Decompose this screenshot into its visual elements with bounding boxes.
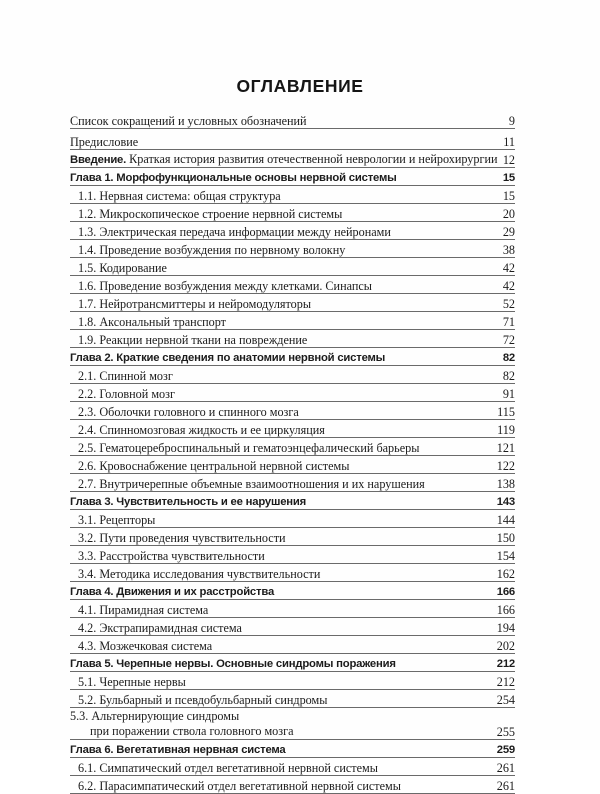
- toc-page-number: 144: [496, 513, 515, 527]
- toc-entry: [70, 510, 515, 528]
- toc-page-number: 150: [496, 531, 515, 545]
- toc-entry: [70, 129, 515, 150]
- toc-entry: [70, 618, 515, 636]
- toc-entry: [70, 150, 515, 168]
- toc-chapter-entry: [70, 168, 515, 186]
- toc-page-number: 11: [503, 135, 515, 149]
- toc-entry: [70, 528, 515, 546]
- toc-chapter-entry: [70, 492, 515, 510]
- toc-entry-label: 1.3. Электрическая передача информации между нейронами: [78, 225, 391, 239]
- toc-entry-label: 6.1. Симпатический отдел вегетативной нервной системы: [78, 761, 378, 775]
- toc-entry-label: [70, 709, 497, 739]
- toc-entry: [70, 240, 515, 258]
- toc-entry: [70, 420, 515, 438]
- toc-entry: [70, 312, 515, 330]
- toc-entry-label: 2.4. Спинномозговая жидкость и ее циркуляция: [78, 423, 325, 437]
- toc-entry: [70, 366, 515, 384]
- toc-entry-label: 3.3. Расстройства чувствительности: [78, 549, 265, 563]
- toc-entry-label: 3.1. Рецепторы: [78, 513, 156, 527]
- toc-entry-label: 2.1. Спинной мозг: [78, 369, 173, 383]
- toc-page-number: 202: [496, 639, 515, 653]
- toc-page-number: 122: [496, 459, 515, 473]
- toc-entry: [70, 600, 515, 618]
- toc-page-number: 212: [496, 658, 515, 670]
- toc-entry: [70, 564, 515, 582]
- toc-page-number: 119: [497, 423, 515, 437]
- toc-entry-label: 1.1. Нервная система: общая структура: [78, 189, 281, 203]
- toc-page-number: 42: [502, 261, 515, 275]
- toc-chapter-entry: [70, 582, 515, 600]
- toc-entry-label: 3.4. Методика исследования чувствительности: [78, 567, 321, 581]
- toc-entry-label: 1.2. Микроскопическое строение нервной системы: [78, 207, 343, 221]
- toc-entry-label: Глава 1. Морфофункциональные основы нервной системы: [70, 172, 397, 184]
- toc-page-number: 15: [502, 189, 515, 203]
- toc-entry: [70, 108, 515, 129]
- toc-entry-label: Глава 5. Черепные нервы. Основные синдромы поражения: [70, 658, 396, 670]
- toc-entry: [70, 204, 515, 222]
- toc-page-number: 15: [502, 172, 515, 184]
- toc-entry-label-line2: при поражении ствола головного мозга: [90, 724, 294, 738]
- toc-page-number: 166: [496, 586, 515, 598]
- toc-entry: [70, 672, 515, 690]
- toc-page-number: 261: [496, 761, 515, 775]
- toc-entry-label: [70, 152, 503, 167]
- toc-chapter-entry: [70, 348, 515, 366]
- toc-entry-label: 1.6. Проведение возбуждения между клетками. Синапсы: [78, 279, 372, 293]
- toc-page-number: 91: [502, 387, 515, 401]
- toc-entry-label: 3.2. Пути проведения чувствительности: [78, 531, 286, 545]
- toc-chapter-entry: [70, 740, 515, 758]
- toc-page-number: 194: [496, 621, 515, 635]
- toc-entry: [70, 546, 515, 564]
- toc-entry: [70, 402, 515, 420]
- toc-page-number: 121: [496, 441, 515, 455]
- toc-entry: [70, 294, 515, 312]
- toc-intro-text: Краткая история развития отечественной неврологии и нейрохирургии: [126, 152, 498, 166]
- toc-entry-label: 2.2. Головной мозг: [78, 387, 175, 401]
- toc-page-number: 115: [497, 405, 515, 419]
- toc-chapter-entry: [70, 654, 515, 672]
- toc-entry-label: 1.5. Кодирование: [78, 261, 167, 275]
- toc-entry-label: 2.3. Оболочки головного и спинного мозга: [78, 405, 299, 419]
- toc-entry-label-line1: 5.3. Альтернирующие синдромы: [70, 709, 240, 723]
- table-of-contents: [70, 108, 515, 794]
- page-title: ОГЛАВЛЕНИЕ: [236, 76, 364, 96]
- toc-entry-label: Глава 4. Движения и их расстройства: [70, 586, 275, 598]
- toc-page-number: 42: [502, 279, 515, 293]
- toc-entry: [70, 276, 515, 294]
- toc-page-number: 71: [502, 315, 515, 329]
- toc-entry-label: Предисловие: [70, 135, 139, 149]
- toc-page-number: 166: [496, 603, 515, 617]
- toc-page-number: 259: [496, 744, 515, 756]
- toc-entry: [70, 690, 515, 708]
- toc-page-number: 9: [508, 114, 515, 128]
- toc-entry: [70, 456, 515, 474]
- toc-entry-label: 4.3. Мозжечковая система: [78, 639, 213, 653]
- toc-entry-label: Список сокращений и условных обозначений: [70, 114, 307, 128]
- toc-page-number: 20: [502, 207, 515, 221]
- toc-entry-label: 1.9. Реакции нервной ткани на повреждение: [78, 333, 308, 347]
- toc-entry-label: Глава 6. Вегетативная нервная система: [70, 744, 286, 756]
- toc-entry: [70, 474, 515, 492]
- toc-entry: [70, 222, 515, 240]
- toc-entry-label: 1.8. Аксональный транспорт: [78, 315, 226, 329]
- toc-page-number: 162: [496, 567, 515, 581]
- toc-page-number: 138: [496, 477, 515, 491]
- toc-entry-label: Глава 2. Краткие сведения по анатомии нервной системы: [70, 352, 386, 364]
- toc-page-number: 82: [502, 352, 515, 364]
- toc-entry-label: 5.1. Черепные нервы: [78, 675, 186, 689]
- toc-entry-label: 5.2. Бульбарный и псевдобульбарный синдромы: [78, 693, 328, 707]
- toc-entry: [70, 186, 515, 204]
- toc-page-number: 261: [496, 779, 515, 793]
- toc-entry-label: Глава 3. Чувствительность и ее нарушения: [70, 496, 307, 508]
- toc-page-number: 82: [502, 369, 515, 383]
- toc-page-number: 212: [496, 675, 515, 689]
- toc-entry-label: 1.4. Проведение возбуждения по нервному волокну: [78, 243, 346, 257]
- toc-page-number: 72: [502, 333, 515, 347]
- toc-page-number: 154: [496, 549, 515, 563]
- toc-page-number: 38: [502, 243, 515, 257]
- toc-entry-label: 4.2. Экстрапирамидная система: [78, 621, 242, 635]
- toc-entry-label: 6.2. Парасимпатический отдел вегетативной нервной системы: [78, 779, 401, 793]
- toc-entry: [70, 776, 515, 794]
- toc-page-number: 52: [502, 297, 515, 311]
- toc-page-number: 12: [502, 153, 515, 167]
- toc-entry-label: 1.7. Нейротрансмиттеры и нейромодуляторы: [78, 297, 312, 311]
- toc-intro-heading: Введение.: [70, 154, 127, 166]
- toc-page-number: 29: [502, 225, 515, 239]
- toc-entry: [70, 330, 515, 348]
- toc-entry: [70, 258, 515, 276]
- toc-entry-label: 2.7. Внутричерепные объемные взаимоотношения и их нарушения: [78, 477, 425, 491]
- toc-entry: [70, 384, 515, 402]
- toc-page-number: 255: [496, 725, 515, 739]
- toc-page-number: 143: [496, 496, 515, 508]
- toc-entry: [70, 758, 515, 776]
- toc-entry-label: 2.6. Кровоснабжение центральной нервной системы: [78, 459, 350, 473]
- toc-entry: [70, 636, 515, 654]
- toc-entry-label: 4.1. Пирамидная система: [78, 603, 209, 617]
- toc-entry-label: 2.5. Гематоцереброспинальный и гематоэнцефалический барьеры: [78, 441, 420, 455]
- toc-entry: [70, 438, 515, 456]
- toc-page-number: 254: [496, 693, 515, 707]
- toc-entry: [70, 708, 515, 740]
